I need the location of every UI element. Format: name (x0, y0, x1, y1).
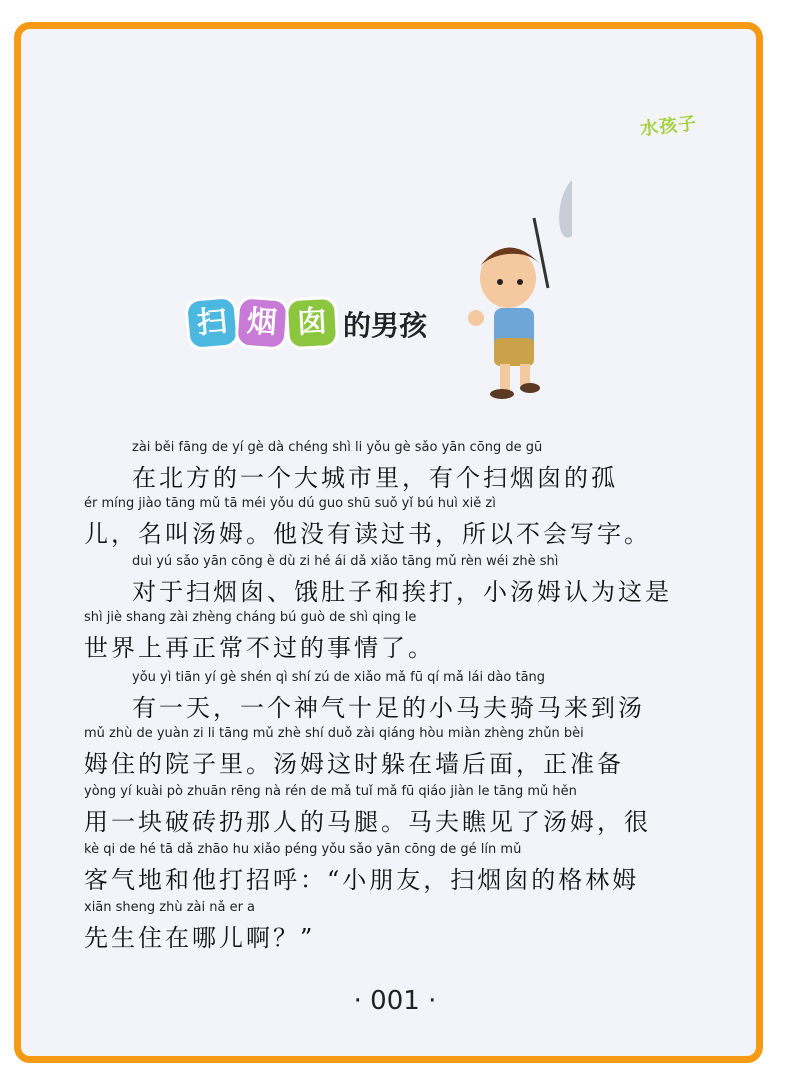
title-tile: 囱 (288, 299, 336, 347)
hanzi-line: 用一块破砖扔那人的马腿。马夫瞧见了汤姆，很 (84, 808, 651, 836)
pinyin-line: shì jiè shang zài zhèng cháng bú guò de shì qing le (84, 610, 417, 625)
pinyin-line: kè qi de hé tā dǎ zhāo hu xiǎo péng yǒu sǎo yān cōng de gé lín mǔ (84, 842, 522, 857)
hanzi-line: 儿，名叫汤姆。他没有读过书，所以不会写字。 (84, 520, 651, 548)
pinyin-line: yòng yí kuài pò zhuān rēng nà rén de mǎ tuǐ mǎ fū qiáo jiàn le tāng mǔ hěn (84, 784, 577, 799)
pinyin-line: ér míng jiào tāng mǔ tā méi yǒu dú guo shū suǒ yǐ bú huì xiě zì (84, 496, 496, 511)
hanzi-line: 客气地和他打招呼：“小朋友，扫烟囱的格林姆 (84, 866, 640, 894)
chimney-sweep-boy-illustration (462, 178, 572, 408)
title-tile: 扫 (187, 298, 237, 348)
hanzi-line: 在北方的一个大城市里，有个扫烟囱的孤 (132, 464, 618, 492)
pinyin-line: yǒu yì tiān yí gè shén qì shí zú de xiǎo mǎ fū qí mǎ lái dào tāng (132, 670, 546, 685)
title-tile: 烟 (237, 298, 286, 347)
series-tag: 水孩子 (639, 113, 699, 140)
pinyin-line: xiān sheng zhù zài nǎ er a (84, 900, 256, 915)
hanzi-line: 先生住在哪儿啊？” (84, 924, 316, 952)
pinyin-line: duì yú sǎo yān cōng è dù zi hé ái dǎ xiǎo tāng mǔ rèn wéi zhè shì (132, 554, 559, 569)
pinyin-line: zài běi fāng de yí gè dà chéng shì li yǒu gè sǎo yān cōng de gū (132, 440, 543, 455)
hanzi-line: 姆住的院子里。汤姆这时躲在墙后面，正准备 (84, 750, 624, 778)
hanzi-line: 世界上再正常不过的事情了。 (84, 634, 435, 662)
title-text: 的男孩 (343, 309, 428, 342)
hanzi-line: 对于扫烟囱、饿肚子和挨打，小汤姆认为这是 (132, 578, 672, 606)
page-number: · 001 · (353, 986, 437, 1016)
hanzi-line: 有一天，一个神气十足的小马夫骑马来到汤 (132, 694, 645, 722)
pinyin-line: mǔ zhù de yuàn zi li tāng mǔ zhè shí duǒ zài qiáng hòu miàn zhèng zhǔn bèi (84, 726, 584, 741)
